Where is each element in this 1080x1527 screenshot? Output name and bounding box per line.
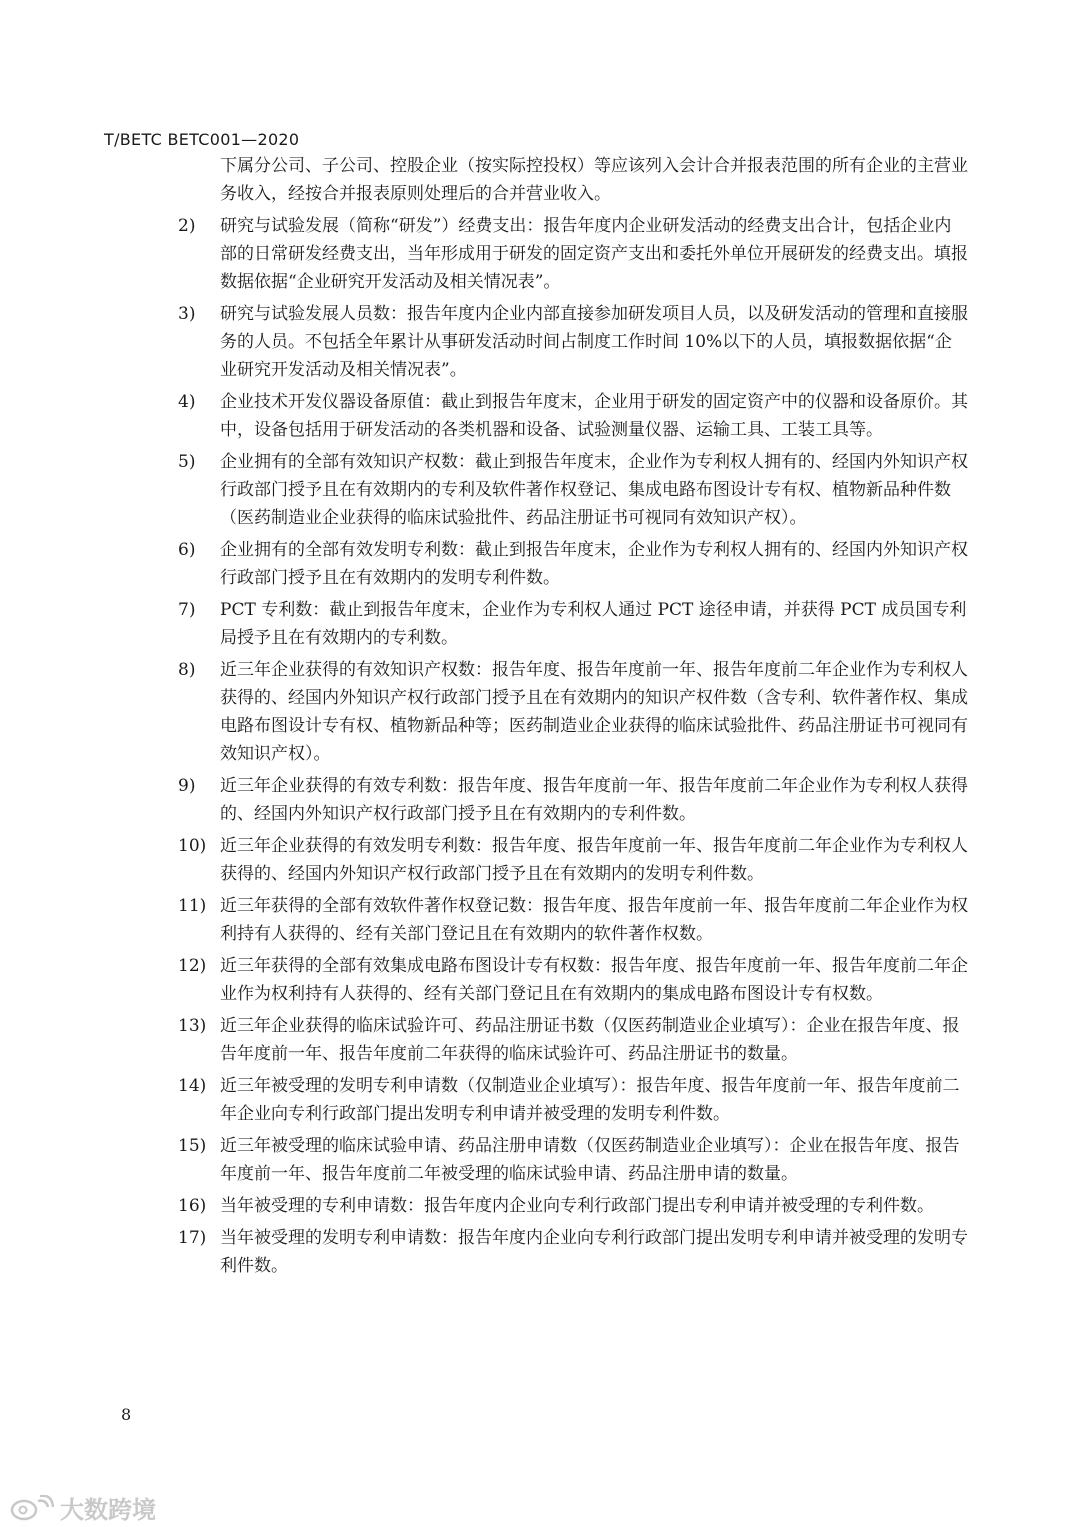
- item-text: 研究与试验发展（简称“研发”）经费支出：报告年度内企业研发活动的经费支出合计，包括企业内部的日常研发经费支出，当年形成用于研发的固定资产支出和委托外单位开展研发的经费支出。填报数据依据“企业研究开发活动及相关情况表”。: [220, 216, 968, 292]
- item-text: 近三年获得的全部有效软件著作权登记数：报告年度、报告年度前一年、报告年度前二年企业作为权利持有人获得的、经有关部门登记且在有效期内的软件著作权数。: [220, 896, 968, 944]
- item-number: 9): [178, 776, 196, 796]
- item-number: 8): [178, 660, 196, 680]
- item-number: 5): [178, 452, 196, 472]
- item-number: 14): [178, 1076, 207, 1096]
- item-text: 企业拥有的全部有效发明专利数：截止到报告年度末，企业作为专利权人拥有的、经国内外知识产权行政部门授予且在有效期内的发明专利件数。: [220, 540, 968, 588]
- list-item: [178, 388, 968, 444]
- item-text: 近三年企业获得的有效发明专利数：报告年度、报告年度前一年、报告年度前二年企业作为专利权人获得的、经国内外知识产权行政部门授予且在有效期内的发明专利件数。: [220, 836, 968, 884]
- item-number: 6): [178, 540, 196, 560]
- watermark-text: 大数跨境: [60, 1496, 156, 1524]
- list-item: [178, 772, 968, 828]
- item-text: 近三年被受理的发明专利申请数（仅制造业企业填写）：报告年度、报告年度前一年、报告年度前二年企业向专利行政部门提出发明专利申请并被受理的发明专利件数。: [220, 1076, 960, 1124]
- item-text: 企业拥有的全部有效知识产权数：截止到报告年度末，企业作为专利权人拥有的、经国内外知识产权行政部门授予且在有效期内的专利及软件著作权登记、集成电路布图设计专有权、植物新品种件数（医药制造业企业获得的临床试验批件、药品注册证书可视同有效知识产权）。: [220, 452, 968, 528]
- item-number: 3): [178, 304, 196, 324]
- definition-list: [178, 212, 968, 1280]
- item-text: 当年被受理的发明专利申请数：报告年度内企业向专利行政部门提出发明专利申请并被受理的发明专利件数。: [220, 1228, 968, 1276]
- item-text: 近三年企业获得的有效知识产权数：报告年度、报告年度前一年、报告年度前二年企业作为专利权人获得的、经国内外知识产权行政部门授予且在有效期内的知识产权件数（含专利、软件著作权、集成电路布图设计专有权、植物新品种等；医药制造业企业获得的临床试验批件、药品注册证书可视同有效知识产权）。: [220, 660, 968, 764]
- list-item: [178, 212, 968, 296]
- item-number: 2): [178, 216, 196, 236]
- item-text: 近三年被受理的临床试验申请、药品注册申请数（仅医药制造业企业填写）：企业在报告年度、报告年度前一年、报告年度前二年被受理的临床试验申请、药品注册申请的数量。: [220, 1136, 960, 1184]
- list-item: [178, 832, 968, 888]
- item-text: 当年被受理的专利申请数：报告年度内企业向专利行政部门提出专利申请并被受理的专利件数。: [220, 1196, 934, 1216]
- item-number: 17): [178, 1228, 207, 1248]
- list-item: [178, 596, 968, 652]
- list-item: [178, 656, 968, 768]
- item-text: 企业技术开发仪器设备原值：截止到报告年度末，企业用于研发的固定资产中的仪器和设备原价。其中，设备包括用于研发活动的各类机器和设备、试验测量仪器、运输工具、工装工具等。: [220, 392, 968, 440]
- item-number: 12): [178, 956, 207, 976]
- list-item: [178, 1132, 968, 1188]
- continuation-paragraph: 下属分公司、子公司、控股企业（按实际控投权）等应该列入会计合并报表范围的所有企业的主营业务收入，经按合并报表原则处理后的合并营业收入。: [220, 156, 968, 204]
- item-number: 16): [178, 1196, 207, 1216]
- list-item: [178, 1192, 968, 1220]
- item-number: 10): [178, 836, 207, 856]
- document-body: [178, 152, 968, 1280]
- item-text: 近三年企业获得的临床试验许可、药品注册证书数（仅医药制造业企业填写）：企业在报告年度、报告年度前一年、报告年度前二年获得的临床试验许可、药品注册证书的数量。: [220, 1016, 960, 1064]
- list-item: [178, 448, 968, 532]
- list-item: [178, 952, 968, 1008]
- watermark: [10, 1490, 156, 1525]
- list-item: [178, 300, 968, 384]
- list-item: [178, 536, 968, 592]
- item-text: PCT 专利数：截止到报告年度末，企业作为专利权人通过 PCT 途径申请，并获得 PCT 成员国专利局授予且在有效期内的专利数。: [220, 600, 967, 648]
- item-number: 11): [178, 896, 207, 916]
- document-code-header: T/BETC BETC001—2020: [104, 130, 300, 149]
- page-number: 8: [121, 1405, 132, 1424]
- item-number: 15): [178, 1136, 207, 1156]
- list-item: [178, 892, 968, 948]
- item-number: 4): [178, 392, 196, 412]
- item-text: 近三年获得的全部有效集成电路布图设计专有权数：报告年度、报告年度前一年、报告年度前二年企业作为权利持有人获得的、经有关部门登记且在有效期内的集成电路布图设计专有权数。: [220, 956, 968, 1004]
- weibo-logo-icon: [10, 1495, 54, 1521]
- item-text: 近三年企业获得的有效专利数：报告年度、报告年度前一年、报告年度前二年企业作为专利权人获得的、经国内外知识产权行政部门授予且在有效期内的专利件数。: [220, 776, 968, 824]
- item-number: 13): [178, 1016, 207, 1036]
- list-item: [178, 1224, 968, 1280]
- list-item: [178, 1012, 968, 1068]
- item-text: 研究与试验发展人员数：报告年度内企业内部直接参加研发项目人员，以及研发活动的管理和直接服务的人员。不包括全年累计从事研发活动时间占制度工作时间 10%以下的人员，填报数据依据“企业研究开发活动及相关情况表”。: [220, 304, 968, 380]
- item-number: 7): [178, 600, 196, 620]
- list-item: [178, 1072, 968, 1128]
